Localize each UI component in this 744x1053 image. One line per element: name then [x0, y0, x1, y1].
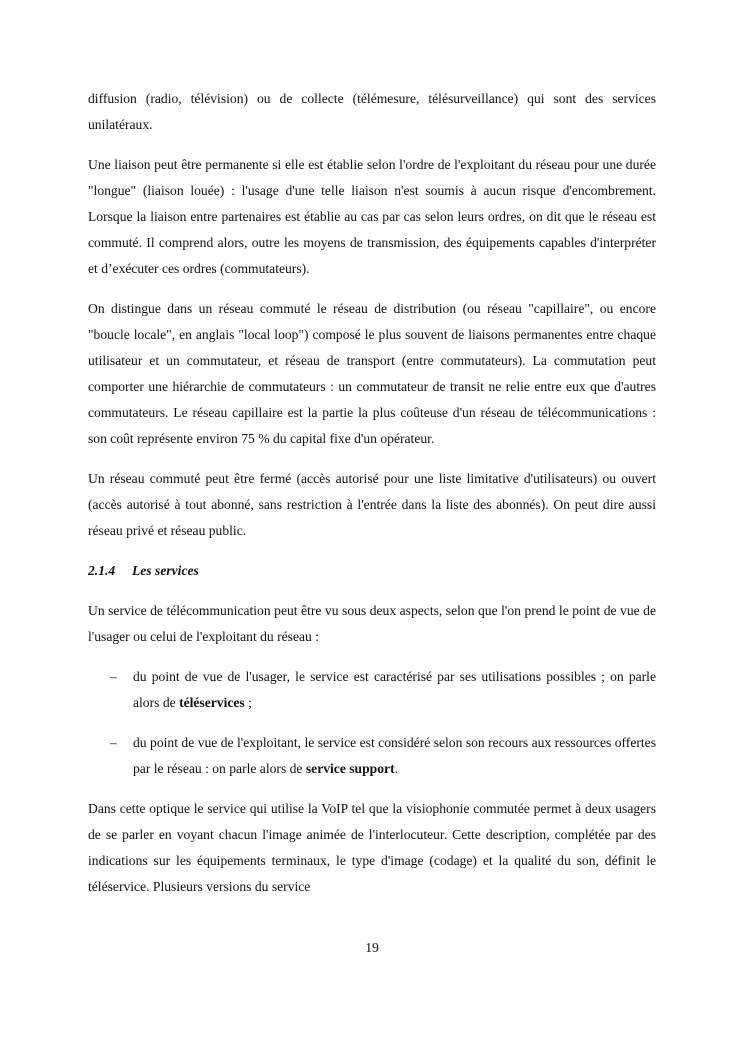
section-heading: [88, 558, 656, 584]
bullet-list: [88, 664, 656, 782]
section-title: Les services: [132, 563, 199, 578]
list-item-text: du point de vue de l'usager, le service est caractérisé par ses utilisations possibles ; on parle alors de: [133, 669, 656, 710]
list-item-end: .: [394, 761, 399, 776]
paragraph-4: Un réseau commuté peut être fermé (accès autorisé pour une liste limitative d'utilisateurs) ou ouvert (accès autorisé à tout abonné, sans restriction à l'entrée dans la liste des abonnés). On peut dire aussi réseau privé et réseau public.: [88, 471, 656, 538]
list-item: [88, 664, 656, 716]
dash-bullet: –: [110, 669, 117, 684]
page-number: 19: [365, 940, 379, 955]
list-item-text: du point de vue de l'exploitant, le service est considéré selon son recours aux ressources offertes par le réseau : on parle alors de: [133, 735, 656, 776]
section-number: 2.1.4: [88, 563, 116, 578]
paragraph-2: Une liaison peut être permanente si elle est établie selon l'ordre de l'exploitant du réseau pour une durée "longue" (liaison louée) : l'usage d'une telle liaison n'est soumis à aucun risque d'encombrement. Lorsque la liaison entre partenaires est établie au cas par cas selon leurs ordres, on dit que le réseau est commuté. Il comprend alors, outre les moyens de transmission, des équipements capables d'interpréter et d’exécuter ces ordres (commutateurs).: [88, 157, 656, 276]
list-item: [88, 730, 656, 782]
list-item-end: ;: [244, 695, 252, 710]
dash-bullet: –: [110, 735, 117, 750]
term-service-support: service support: [305, 761, 395, 776]
page-body: [88, 86, 656, 914]
intro-paragraph: Un service de télécommunication peut être vu sous deux aspects, selon que l'on prend le point de vue de l'usager ou celui de l'exploitant du réseau :: [88, 603, 656, 644]
term-teleservices: téléservices: [179, 695, 245, 710]
closing-paragraph: Dans cette optique le service qui utilise la VoIP tel que la visiophonie commutée permet à deux usagers de se parler en voyant chacun l'image animée de l'interlocuteur. Cette description, complétée par des indications sur les équipements terminaux, le type d'image (codage) et la qualité du son, définit le téléservice. Plusieurs versions du service: [88, 801, 656, 894]
paragraph-1: diffusion (radio, télévision) ou de collecte (télémesure, télésurveillance) qui sont des services unilatéraux.: [88, 91, 656, 132]
paragraph-3: On distingue dans un réseau commuté le réseau de distribution (ou réseau "capillaire", ou encore "boucle locale", en anglais "local loop") composé le plus souvent de liaisons permanentes entre chaque utilisateur et un commutateur, et réseau de transport (entre commutateurs). La commutation peut comporter une hiérarchie de commutateurs : un commutateur de transit ne relie entre eux que d'autres commutateurs. Le réseau capillaire est la partie la plus coûteuse d'un réseau de télécommunications : son coût représente environ 75 % du capital fixe d'un opérateur.: [88, 301, 656, 446]
